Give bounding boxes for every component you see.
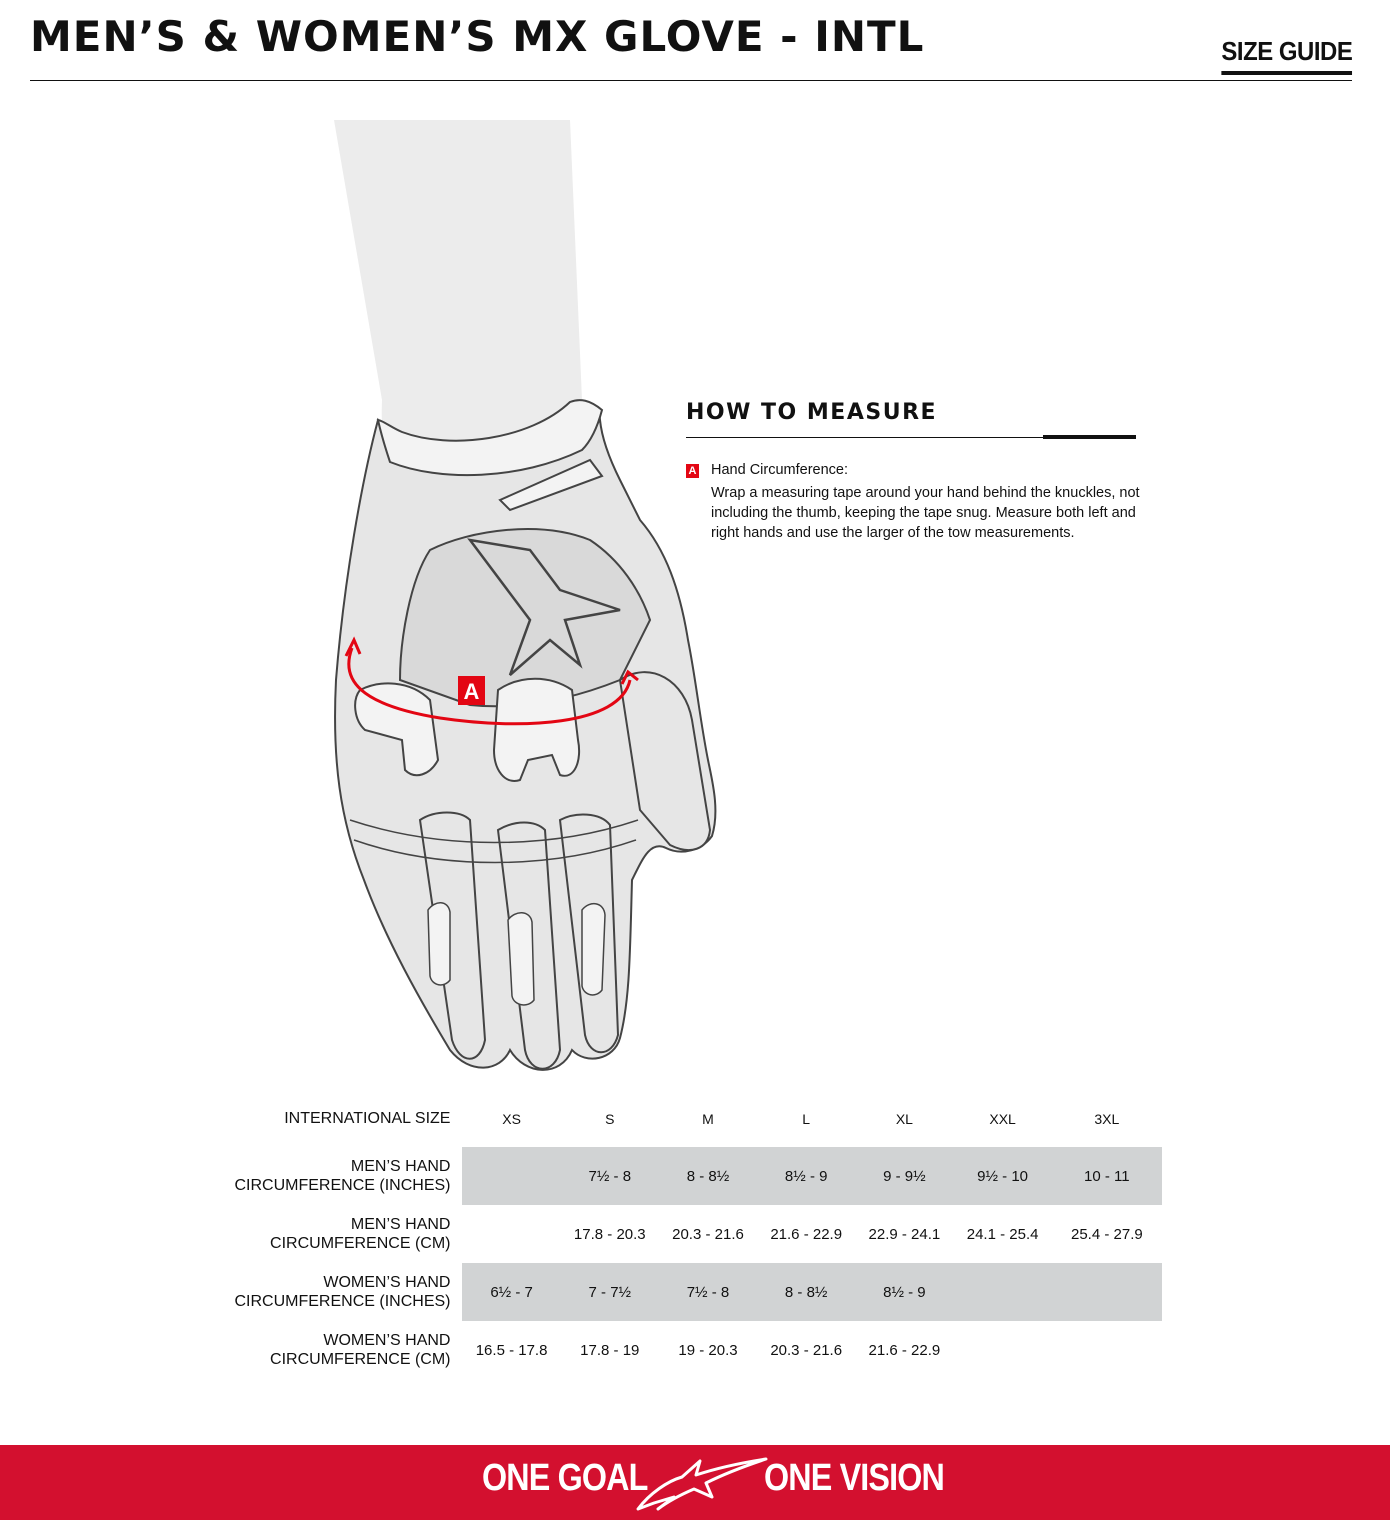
size-table — [230, 1090, 1162, 1379]
footer-slogan-right: ONE VISION — [764, 1457, 944, 1499]
row-label — [230, 1321, 462, 1379]
table-header-row — [230, 1090, 1162, 1147]
table-cell: 25.4 - 27.9 — [1070, 1225, 1143, 1243]
table-cell: 10 - 11 — [1052, 1147, 1162, 1205]
table-cell: 16.5 - 17.8 — [475, 1341, 548, 1359]
table-cell: 9½ - 10 — [954, 1147, 1052, 1205]
table-cell: 17.8 - 20.3 — [573, 1225, 646, 1243]
row-label — [230, 1263, 462, 1321]
row-label-line: CIRCUMFERENCE (INCHES) — [234, 1177, 451, 1194]
row-label-line: WOMEN’S HAND — [323, 1274, 451, 1291]
table-cell — [1052, 1321, 1162, 1379]
table-cell — [462, 1205, 560, 1263]
size-header: XL — [895, 1110, 913, 1127]
table-cell — [462, 1147, 560, 1205]
size-header: L — [802, 1110, 811, 1127]
step-title: Hand Circumference: — [711, 462, 848, 478]
size-guide-label: SIZE GUIDE — [1221, 36, 1352, 75]
step-description: Wrap a measuring tape around your hand behind the knuckles, not including the thumb, keeping the tape snug. Measure both left and right hands and use the larger of the tow measurements. — [711, 485, 1140, 541]
finger-pad — [582, 904, 605, 995]
table-cell: 8 - 8½ — [659, 1147, 757, 1205]
table-cell: 8 - 8½ — [757, 1263, 855, 1321]
row-label — [230, 1205, 462, 1263]
table-cell: 21.6 - 22.9 — [868, 1341, 941, 1359]
row-label — [230, 1147, 462, 1205]
table-cell: 7½ - 8 — [561, 1147, 659, 1205]
row-label-line: CIRCUMFERENCE (CM) — [270, 1235, 451, 1252]
table-cell: 20.3 - 21.6 — [770, 1341, 843, 1359]
size-header: XS — [502, 1110, 521, 1127]
page-title: MEN’S & WOMEN’S MX GLOVE - INTL — [30, 12, 925, 61]
header-label: INTERNATIONAL SIZE — [284, 1110, 451, 1127]
size-header: S — [605, 1110, 615, 1127]
table-cell — [954, 1263, 1052, 1321]
size-header: 3XL — [1094, 1110, 1120, 1127]
footer-slogan-left: ONE GOAL — [482, 1457, 648, 1499]
table-cell: 7½ - 8 — [659, 1263, 757, 1321]
step-marker: A — [686, 464, 699, 478]
glove-illustration — [320, 120, 740, 1085]
table-cell: 19 - 20.3 — [678, 1341, 738, 1359]
row-label-line: CIRCUMFERENCE (INCHES) — [234, 1293, 451, 1310]
table-cell: 8½ - 9 — [757, 1147, 855, 1205]
row-label-line: MEN’S HAND — [350, 1158, 451, 1175]
finger-pad — [508, 913, 534, 1005]
table-cell — [954, 1321, 1052, 1379]
table-row — [230, 1205, 1162, 1263]
table-cell: 9 - 9½ — [855, 1147, 953, 1205]
table-row — [230, 1321, 1162, 1379]
row-label-line: WOMEN’S HAND — [323, 1332, 451, 1349]
footer-banner — [0, 1445, 1390, 1520]
table-cell: 21.6 - 22.9 — [770, 1225, 843, 1243]
table-cell: 6½ - 7 — [462, 1263, 560, 1321]
table-row — [230, 1147, 1162, 1205]
row-label-line: MEN’S HAND — [350, 1216, 451, 1233]
row-label-line: CIRCUMFERENCE (CM) — [270, 1351, 451, 1368]
measurement-marker-label: A — [463, 679, 480, 704]
table-cell: 22.9 - 24.1 — [868, 1225, 941, 1243]
table-row — [230, 1263, 1162, 1321]
header-divider — [30, 80, 1352, 81]
table-cell: 24.1 - 25.4 — [966, 1225, 1039, 1243]
size-header: XXL — [989, 1110, 1016, 1127]
table-cell: 7 - 7½ — [561, 1263, 659, 1321]
table-cell: 20.3 - 21.6 — [672, 1225, 744, 1243]
finger-pad — [428, 903, 450, 985]
size-header: M — [702, 1110, 714, 1127]
measure-divider-accent — [1043, 435, 1136, 439]
table-cell: 8½ - 9 — [855, 1263, 953, 1321]
alpinestars-star-logo-icon — [630, 1453, 770, 1513]
table-cell — [1052, 1263, 1162, 1321]
how-to-measure-title: HOW TO MEASURE — [686, 400, 938, 425]
table-cell: 17.8 - 19 — [580, 1341, 640, 1359]
